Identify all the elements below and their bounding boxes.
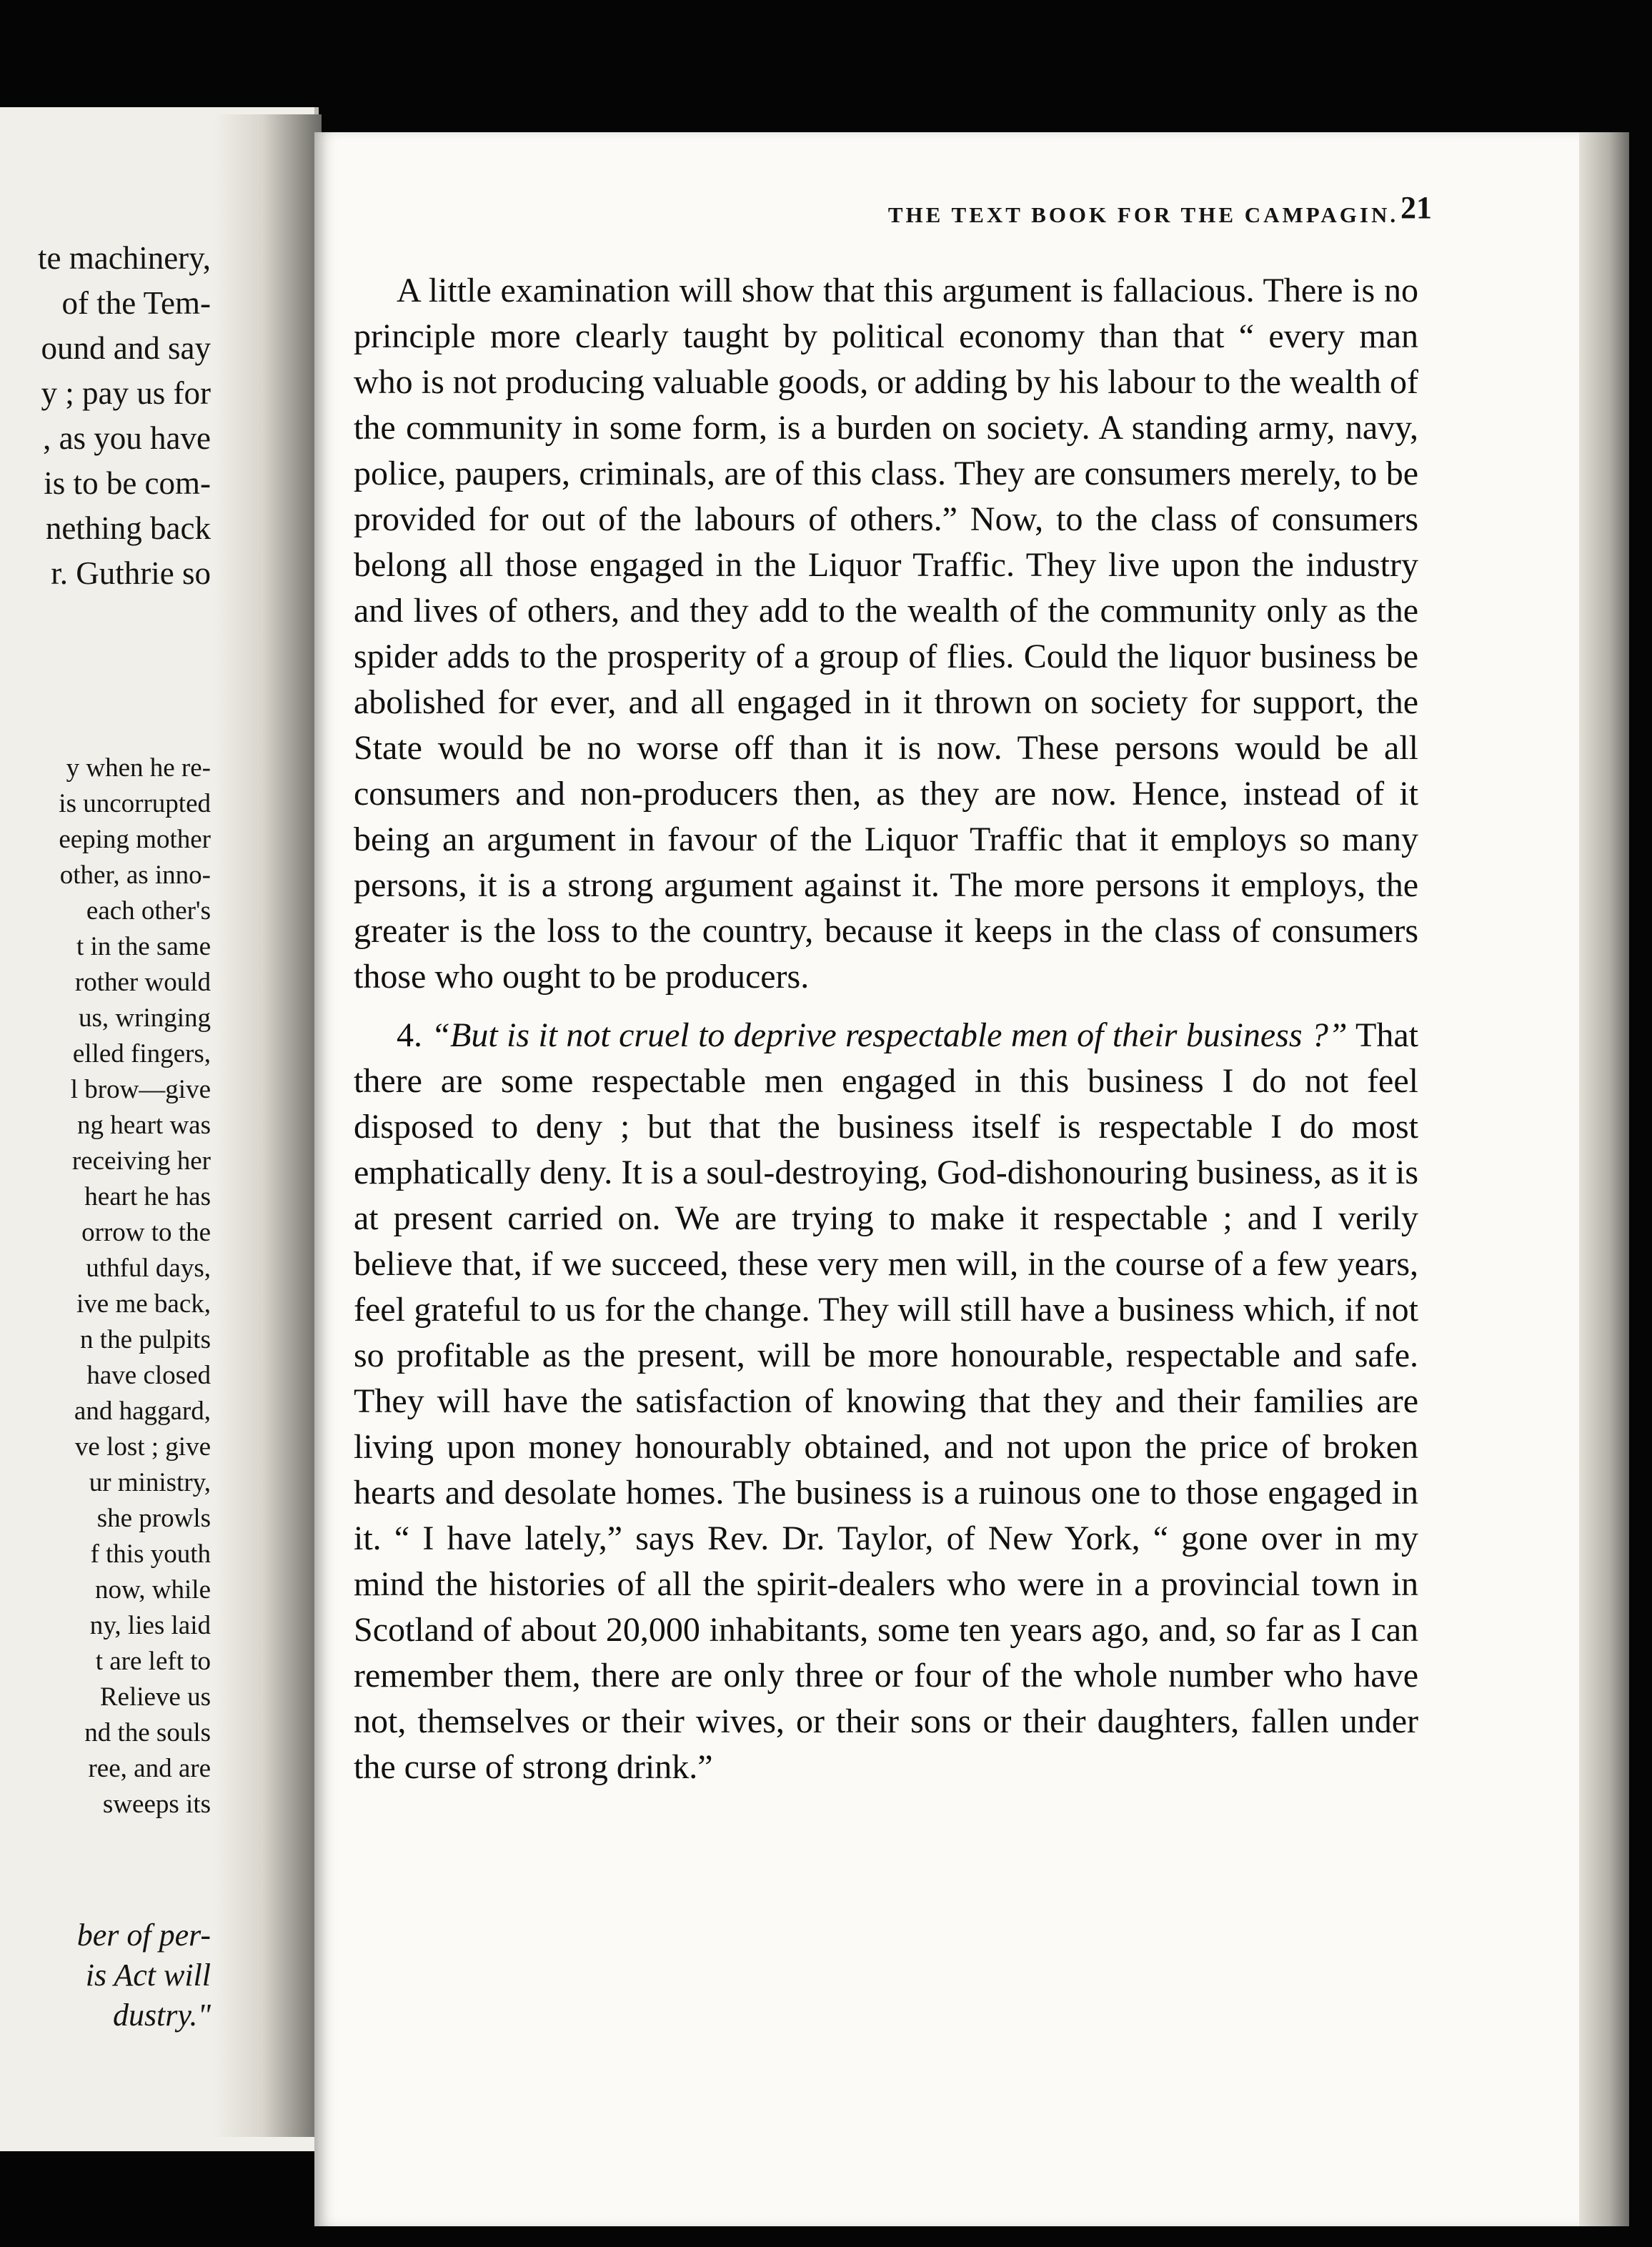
- body-text: [354, 268, 1418, 1803]
- left-page-line: orrow to the: [81, 1218, 211, 1247]
- left-page-line: te machinery,: [38, 240, 211, 276]
- left-page-line: is Act will: [85, 1958, 211, 1993]
- left-page-line: rother would: [74, 968, 211, 997]
- left-page-line: is uncorrupted: [59, 789, 211, 818]
- left-page-line: nething back: [45, 510, 211, 546]
- running-head: THE TEXT BOOK FOR THE CAMPAGIN.: [887, 202, 1399, 227]
- left-page-line: ny, lies laid: [89, 1611, 211, 1640]
- left-page-line: of the Tem-: [61, 285, 211, 321]
- left-page-line: and haggard,: [74, 1397, 211, 1426]
- left-page-line: ng heart was: [77, 1111, 211, 1140]
- left-page-line: have closed: [86, 1361, 211, 1390]
- paragraph-2-question: “But is it not cruel to deprive respectable men of their business ?”: [431, 1016, 1348, 1054]
- paragraph-2-number: 4.: [397, 1016, 422, 1054]
- left-page-line: uthful days,: [86, 1254, 211, 1283]
- right-page: [314, 132, 1629, 2226]
- left-page-line: dustry.": [112, 1998, 211, 2033]
- left-page-line: ree, and are: [88, 1754, 211, 1783]
- left-page-line: n the pulpits: [80, 1325, 211, 1354]
- left-page-line: sweeps its: [102, 1790, 211, 1819]
- left-page-line: t in the same: [76, 932, 211, 961]
- paragraph-1: A little examination will show that this argument is fallacious. There is no principle more clearly taught by political economy than that “ every man who is not producing valuable goods, or adding by his labour to the wealth of the community in some form, is a burden on society. A standing army, navy, police, paupers, criminals, are of this class. They are consumers merely, to be provided for out of the labours of others.” Now, to the class of consumers belong all those engaged in the Liquor Traffic. They live upon the industry and lives of others, and they add to the wealth of the community only as the spider adds to the prosperity of a group of flies. Could the liquor business be abolished for ever, and all engaged in it thrown on society for support, the State would be no worse off than it is now. These persons would be all consumers and non-producers then, as they are now. Hence, instead of it being an argument in favour of the Liquor Traffic that it employs so many persons, it is a strong argument against it. The more persons it employs, the greater is the loss to the country, because it keeps in the class of consumers those who ought to be producers.: [354, 272, 1418, 996]
- page-number: 21: [1400, 190, 1432, 225]
- paragraph-2: [354, 1013, 1418, 1790]
- left-page-line: ur ministry,: [89, 1468, 211, 1497]
- left-page-line: f this youth: [90, 1539, 211, 1569]
- left-page-line: us, wringing: [79, 1003, 211, 1033]
- left-page-line: elled fingers,: [72, 1039, 211, 1068]
- left-page-line: t are left to: [95, 1647, 211, 1676]
- left-page-line: heart he has: [84, 1182, 211, 1211]
- left-page-line: y when he re-: [66, 753, 211, 783]
- book-gutter: [214, 114, 322, 2137]
- left-page-line: ber of per-: [76, 1918, 211, 1953]
- left-page-line: she prowls: [96, 1504, 211, 1533]
- left-page-line: Relieve us: [99, 1682, 211, 1712]
- left-page-line: other, as inno-: [59, 860, 211, 890]
- left-page-line: l brow—give: [70, 1075, 211, 1104]
- left-page-line: ive me back,: [76, 1289, 211, 1319]
- left-page-line: receiving her: [71, 1146, 211, 1176]
- left-page-line: ve lost ; give: [74, 1432, 211, 1462]
- page-edge: [1579, 132, 1629, 2226]
- left-page-line: r. Guthrie so: [51, 555, 211, 591]
- left-page-line: now, while: [94, 1575, 211, 1604]
- left-page-line: eeping mother: [59, 825, 211, 854]
- left-page-line: , as you have: [43, 420, 211, 456]
- left-page-line: is to be com-: [44, 465, 211, 501]
- left-page-line: nd the souls: [84, 1718, 211, 1747]
- left-page-line: each other's: [86, 896, 211, 926]
- left-page-line: ound and say: [41, 330, 211, 366]
- paragraph-2-text: That there are some respectable men engaged in this business I do not feel disposed to deny ; but that the business itself is respectable I do most emphatically deny. It is a soul-destroying, God-dishonouring business, as it is at present carried on. We are trying to make it respectable ; and I verily believe that, if we succeed, these very men will, in the course of a few years, feel grateful to us for the change. They will still have a business which, if not so profitable as the present, will be more honourable, respectable and safe. They will have the satisfaction of knowing that they and their families are living upon money honourably obtained, and not upon the price of broken hearts and desolate homes. The business is a ruinous one to those engaged in it. “ I have lately,” says Rev. Dr. Taylor, of New York, “ gone over in my mind the histories of all the spirit-dealers who were in a provincial town in Scotland of about 20,000 inhabitants, some ten years ago, and, so far as I can remember them, there are only three or four of the whole number who have not, themselves or their wives, or their sons or their daughters, fallen under the curse of strong drink.”: [354, 1016, 1418, 1786]
- left-page-line: y ; pay us for: [41, 375, 211, 411]
